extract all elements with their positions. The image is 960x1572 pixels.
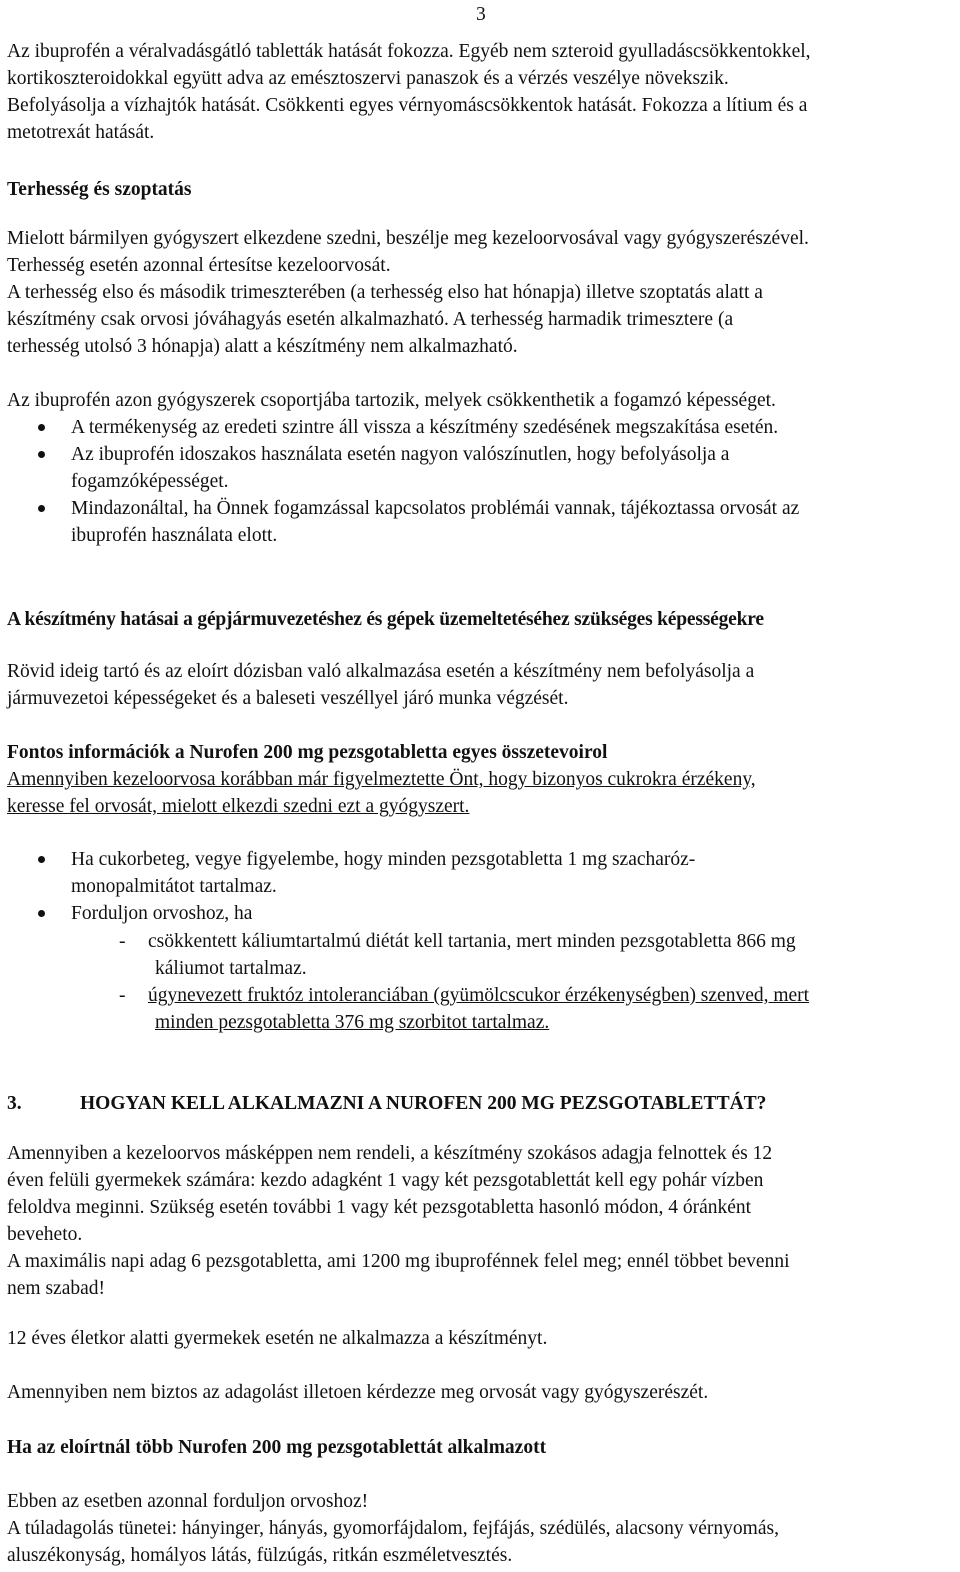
section-title: HOGYAN KELL ALKALMAZNI A NUROFEN 200 MG PEZSGOTABLETTÁT? [80,1093,767,1114]
text-line: minden pezsgotabletta 376 mg szorbitot tartalmaz. [155,1012,550,1033]
text-line: Az ibuprofén idoszakos használata esetén nagyon valószínutlen, hogy befolyásolja a [71,444,730,465]
excipients-heading: Fontos információk a Nurofen 200 mg pezsgotabletta egyes összetevoirol [7,742,608,763]
text-line: káliumot tartalmaz. [155,958,307,979]
list-item [7,846,953,900]
text-line: Ebben az esetben azonnal forduljon orvoshoz! [7,1491,369,1512]
text-line: Terhesség esetén azonnal értesítse kezeloorvosát. [7,255,391,276]
text-line: úgynevezett fruktóz intoleranciában (gyümölcscukor érzékenységben) szenved, mert [148,985,810,1006]
list-item [7,495,953,549]
text-line: éven felüli gyermekek számára: kezdo adagként 1 vagy két pezsgotablettát kell egy pohár vízben [7,1170,764,1191]
text-line: ibuprofén használata elott. [71,525,278,546]
list-item [7,414,953,441]
overdose-heading: Ha az eloírtnál több Nurofen 200 mg pezsgotablettát alkalmazott [7,1437,547,1458]
dosage-paragraph [7,1140,953,1302]
text-line: Rövid ideig tartó és az eloírt dózisban való alkalmazása esetén a készítmény nem befolyásolja a [7,661,755,682]
children-paragraph: 12 éves életkor alatti gyermekek esetén ne alkalmazza a készítményt. [7,1328,548,1349]
driving-heading: A készítmény hatásai a gépjármuvezetéshez és gépek üzemeltetéséhez szükséges képességekre [7,609,764,630]
text-line: feloldva meginni. Szükség esetén további 1 vagy két pezsgotabletta hasonló módon, 4 óránként [7,1197,752,1218]
section-3-heading [7,1090,953,1117]
text-line: metotrexát hatását. [7,122,155,143]
text-line: csökkentett káliumtartalmú diétát kell tartania, mert minden pezsgotabletta 866 mg [148,931,796,952]
text-line: Mindazonáltal, ha Önnek fogamzással kapcsolatos problémái vannak, tájékoztassa orvosát az [71,498,800,519]
text-line: Befolyásolja a vízhajtók hatását. Csökkenti egyes vérnyomáscsökkentok hatását. Fokozza a lítium és a [7,95,808,116]
list-item [7,441,953,495]
text-line: A terhesség elso és második trimeszterében (a terhesség elso hat hónapja) illetve szoptatás alatt a [7,282,763,303]
dash-marker: - [119,931,126,952]
text-line: Forduljon orvoshoz, ha [71,903,253,924]
excipients-bullet-list [7,846,953,927]
text-line: nem szabad! [7,1278,105,1299]
fertility-bullet-list [7,414,953,549]
section-number: 3. [7,1093,22,1114]
text-line: készítmény csak orvosi jóváhagyás esetén alkalmazható. A terhesség harmadik trimesztere (a [7,309,734,330]
pregnancy-paragraph-1 [7,225,953,279]
dash-item [7,982,953,1036]
interactions-paragraph [7,38,953,146]
page-number: 3 [476,4,486,25]
dash-item [7,928,953,982]
text-line: A maximális napi adag 6 pezsgotabletta, ami 1200 mg ibuprofénnek felel meg; ennél többet bevenni [7,1251,790,1272]
text-line: Az ibuprofén a véralvadásgátló tabletták hatását fokozza. Egyéb nem szteroid gyulladáscsökkentokkel, [7,41,811,62]
fertility-paragraph: Az ibuprofén azon gyógyszerek csoportjába tartozik, melyek csökkenthetik a fogamzó képességet. [7,390,776,411]
text-line: fogamzóképességet. [71,471,229,492]
text-line: aluszékonyság, homályos látás, fülzúgás, ritkán eszméletvesztés. [7,1545,513,1566]
text-line: kortikoszteroidokkal együtt adva az emésztoszervi panaszok és a vérzés veszélye növekszik. [7,68,729,89]
text-line: A túladagolás tünetei: hányinger, hányás, gyomorfájdalom, fejfájás, szédülés, alacsony vérnyomás, [7,1518,779,1539]
text-line: Amennyiben kezeloorvosa korábban már figyelmeztette Önt, hogy bizonyos cukrokra érzékeny, [7,769,756,790]
text-line: Mielott bármilyen gyógyszert elkezdene szedni, beszélje meg kezeloorvosával vagy gyógyszerészével. [7,228,809,249]
overdose-paragraph [7,1488,953,1569]
pregnancy-paragraph-2 [7,279,953,360]
uncertain-dosage-paragraph: Amennyiben nem biztos az adagolást illetoen kérdezze meg orvosát vagy gyógyszerészét. [7,1382,709,1403]
driving-paragraph [7,658,953,712]
pregnancy-heading: Terhesség és szoptatás [7,179,192,200]
text-line: beveheto. [7,1224,83,1245]
text-line: A termékenység az eredeti szintre áll vissza a készítmény szedésének megszakítása esetén. [71,417,779,438]
text-line: Ha cukorbeteg, vegye figyelembe, hogy minden pezsgotabletta 1 mg szacharóz- [71,849,696,870]
text-line: terhesség utolsó 3 hónapja) alatt a készítmény nem alkalmazható. [7,336,518,357]
text-line: monopalmitátot tartalmaz. [71,876,277,897]
dash-marker: - [119,985,126,1006]
text-line: Amennyiben a kezeloorvos másképpen nem rendeli, a készítmény szokásos adagja felnottek és 12 [7,1143,773,1164]
sugar-warning [7,766,953,820]
dash-list [7,928,953,1036]
list-item [7,900,953,927]
text-line: keresse fel orvosát, mielott elkezdi szedni ezt a gyógyszert. [7,796,470,817]
text-line: jármuvezetoi képességeket és a baleseti veszéllyel járó munka végzését. [7,688,569,709]
